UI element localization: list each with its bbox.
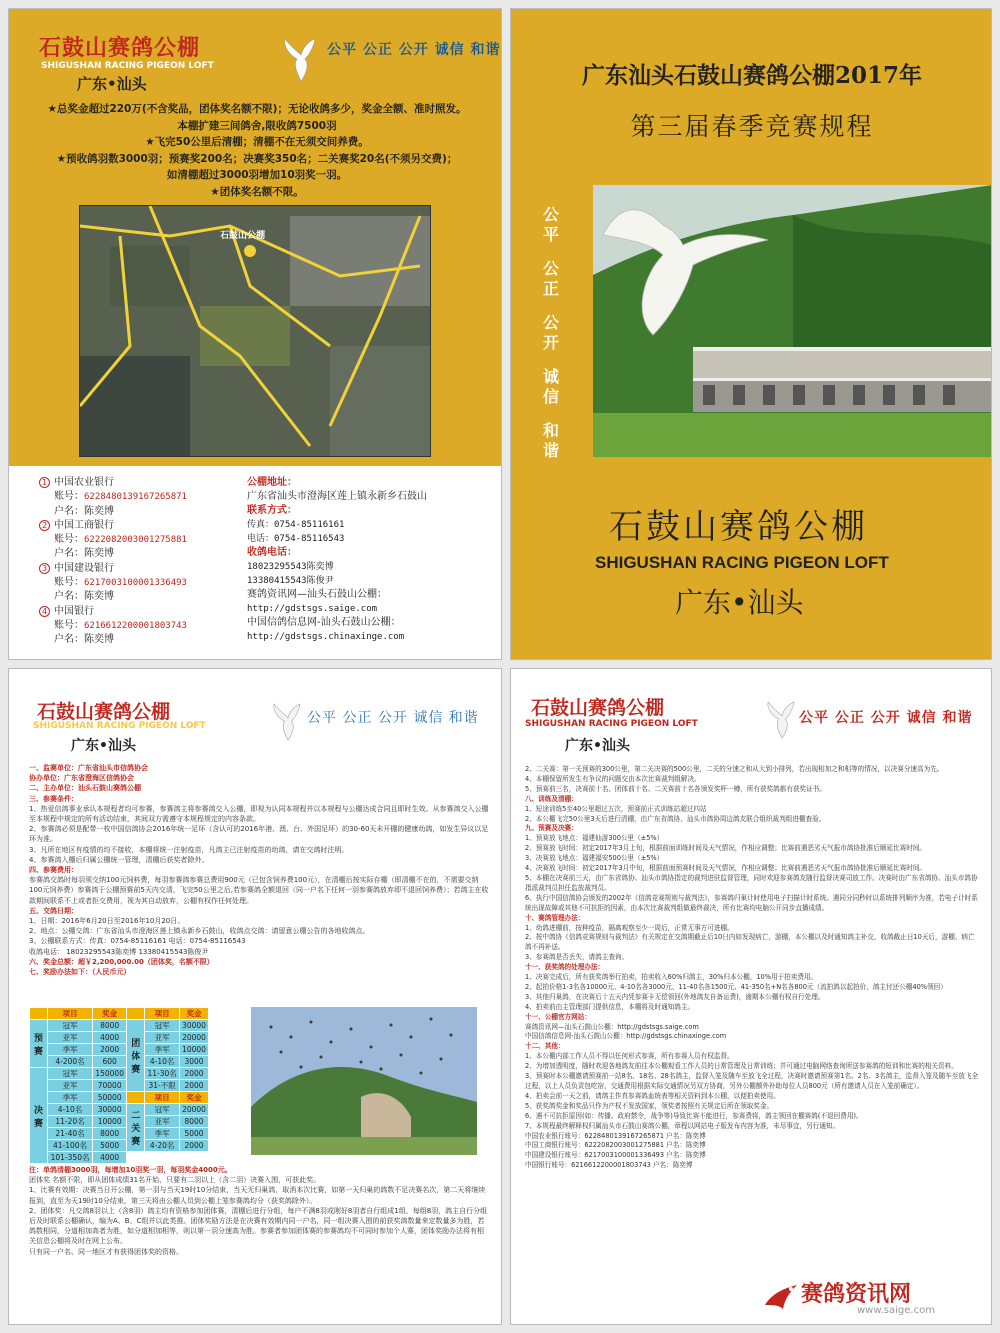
rule-line: 十、赛鸽管理办法： (525, 913, 585, 922)
bank-item (39, 476, 239, 519)
rule-line: 2、预赛放飞时间：初定2017年3月上旬，根据前面训练时间及天气情况，作相应调整；比赛前遇恶劣天气报市鸽协批准后顺延比赛时间。 (525, 844, 927, 853)
note-line: 注：单鸽清棚3000羽，每增加10羽奖一羽，每羽奖金4000元。 (29, 1166, 232, 1174)
prize-item: 季军 (145, 1128, 180, 1140)
prize-row (30, 1032, 209, 1044)
rule-line: 中国建设银行账号：6217003100001336493 户名：陈奕博 (525, 1151, 706, 1160)
prize-row (30, 1020, 209, 1032)
rule-line: 5、本棚在决赛前三天，由广东省鸽协、汕头市鸽协指定的裁判进驻监督管理，同时欢迎参赛鸽友随行监督决赛司放工作。决赛时由广东省鸽协、汕头市鸽协指派裁判员担任监放裁判员。 (525, 873, 978, 892)
prize-amount: 8000 (93, 1020, 127, 1032)
prize-item: 亚军 (48, 1080, 93, 1092)
rule-line: 7、本规程最终解释权归属汕头市石鼓山赛鸽公棚，章程以网站电子版发布内容为准，未尽事宜，另行通知。 (525, 1121, 840, 1130)
rule-line: 2、起拍价格1-3名各10000元、4-10名各3000元、11-40名各1500元、41-350名+N名各800元（流拍鸽以起拍价，鸽主付还公棚40%领回） (525, 982, 947, 991)
rule-line: 六、奖金总额：超￥2,200,000.00（团体奖，名额不限） (29, 957, 214, 966)
fax-number: 传真：0754-85116161 (247, 520, 345, 530)
prize-amount: 4000 (93, 1032, 127, 1044)
bank-holder-row (39, 547, 239, 561)
payment-contact-section (9, 466, 502, 660)
rule-line: 协办单位：广东省澄海区信鸽协会 (29, 774, 134, 783)
prize-amount: 5000 (180, 1128, 209, 1140)
prize-item: 亚军 (145, 1116, 180, 1128)
website-link-1[interactable]: http://gdstsgs.saige.com (247, 604, 378, 614)
prize-group-label: 决赛 (30, 1068, 48, 1164)
account-number: 6228480139167265871 (84, 492, 187, 503)
prize-row (30, 1080, 209, 1092)
bank-item (39, 605, 239, 648)
brochure-front-cover (510, 8, 992, 660)
bank-holder-row (39, 633, 239, 647)
prize-group-label: 团体赛 (127, 1020, 145, 1092)
rule-line: 赛鸽资讯网—汕头石鼓山公棚：http://gdstsgs.saige.com (525, 1022, 699, 1031)
prize-amount: 70000 (93, 1080, 127, 1092)
rule-line: 5、预赛前三名，决赛前十名、团体前十名、二关赛前十名各颁发奖杯一樽，所有获奖鸽都有获奖证书。 (525, 784, 826, 793)
bank-number: 1 (39, 477, 50, 488)
rule-line: 中国农业银行账号：6228480139167265871 户名：陈奕博 (525, 1131, 706, 1140)
cover-subtitle: 第三届春季竞赛规程 (630, 112, 874, 141)
rule-line: 十一、公棚官方网站： (525, 1012, 591, 1021)
holder-label: 户名： (54, 505, 84, 517)
account-label: 账号： (54, 491, 84, 503)
page-loft-english: SHIGUSHAN RACING PIGEON LOFT (33, 721, 206, 731)
rule-line: 3、预赛时本公棚邀请预赛前一站8名、18名、28名鸽主，监督入笼及随车至放飞全过程，决赛时邀请预赛第1名、2名、3名鸽主，监督入笼及随车至放飞全过程，以上人员负责包吃宿，交通费用根据实际交通情况另双方协商，另外公棚额外补助每位人员800元（所有邀请人员在入笼前确定）。 (525, 1072, 979, 1090)
account-holder: 陈奕博 (84, 548, 114, 560)
prize-group-label: 预赛 (30, 1020, 48, 1068)
rule-line: 2、地点：公棚交鸽：广东省汕头市澄海区莲上镇永新乡石鼓山，收鸽点交鸽：请留意公棚公告的各地收鸽点。 (29, 927, 370, 936)
account-number: 6216612200001803743 (84, 620, 187, 631)
loft-english-title: SHIGUSHAN RACING PIGEON LOFT (41, 61, 214, 71)
prize-amount: 8000 (93, 1128, 127, 1140)
cover-title: 广东汕头石鼓山赛鸽公棚2017年 (581, 62, 922, 89)
vertical-motto (539, 205, 563, 461)
contact-heading: 联系方式： (247, 505, 297, 516)
rule-line: 七、奖励办法如下：（人民币元） (29, 968, 131, 977)
map-image (80, 206, 431, 457)
website-link-2[interactable]: http://gdstsgs.chinaxinge.com (247, 632, 405, 642)
page-location: 广东•汕头 (71, 738, 136, 754)
prize-item: 冠军 (145, 1104, 180, 1116)
rule-line: 2、参赛鸽必须是配带一枚中国信鸽协会2016年统一足环（含认可的2016年港、澳、台、外国足环）的30-60天未开棚的健康幼鸽，如发生异议以足环为准。 (29, 825, 489, 844)
receive-phone-1: 18023295543陈奕博 (247, 562, 334, 572)
prize-row (30, 1092, 209, 1104)
bank-account-row (39, 533, 239, 547)
page-loft-title: 石鼓山赛鸽公棚 (531, 697, 665, 719)
motto-text: 公平 公正 公开 诚信 和谐 (799, 710, 973, 726)
phone-number: 电话：0754-85116543 (247, 534, 345, 544)
pigeon-logo-icon (761, 1275, 801, 1315)
prize-row (30, 1152, 209, 1164)
flock-photo (251, 1007, 477, 1155)
rule-line: 4、本棚保留所发生有争议的问题交由本次比赛裁判组解决。 (525, 774, 701, 783)
prize-row (30, 1128, 209, 1140)
rule-line: 本棚扩建三间鸽舍,限收鸽7500羽 (177, 119, 337, 132)
prize-item: 4-10名 (145, 1056, 180, 1068)
site-watermark (761, 1269, 992, 1321)
rule-line: 一、监赛单位：广东省汕头市信鸽协会 (29, 764, 148, 772)
rule-line: 八、训练及清棚： (525, 794, 578, 803)
rule-line: 四、参赛费用： (29, 866, 78, 875)
account-number: 6217003100001336493 (84, 578, 187, 589)
cover-loft-name: 石鼓山赛鸽公棚 (609, 507, 868, 547)
prize-amount: 30000 (180, 1020, 209, 1032)
motto-word: 公开 (542, 313, 559, 352)
motto-word: 公正 (542, 259, 559, 298)
rule-line: 三、参赛条件： (29, 794, 78, 803)
bank-list (39, 476, 239, 648)
prize-row (30, 1104, 209, 1116)
bank-holder-row (39, 505, 239, 519)
account-label: 账号： (54, 534, 84, 546)
prize-header: 奖金 (180, 1092, 209, 1104)
bank-name: 中国农业银行 (54, 477, 114, 488)
note-line: 团体奖 名额不限，即从团体成绩31名开始，只要有二羽以上（含二羽）决赛入围，可获此奖。 (29, 1176, 321, 1185)
prize-header: 奖金 (180, 1008, 209, 1020)
bank-account-row (39, 576, 239, 590)
cover-location: 广东•汕头 (675, 586, 804, 619)
prize-amount: 2000 (93, 1044, 127, 1056)
prize-row (30, 1044, 209, 1056)
prize-amount: 2000 (180, 1068, 209, 1080)
rule-line: 中国银行账号：6216612200001803743 户名：陈奕博 (525, 1161, 693, 1170)
rule-line: 6、执行中国信鸽协会颁发的2002年《信鸽竞赛规则与裁判法》，参赛鸽归巢计时使用电子扫描计时系统。遇同分同秒时以系统排列顺序为准，若电子计时系统出现故障或其他不可抗拒的因素，由本次比赛裁判组做最终裁决，所有比赛均电脑公开同步直播成绩。 (525, 893, 978, 912)
loft-title: 石鼓山赛鸽公棚 (39, 35, 201, 61)
rule-line: 4、拍卖会前一天之前，请鸽主作真参赛鸽血统表等相关资料到本公棚，以便拍卖使用。 (525, 1091, 780, 1100)
prize-item: 4-20名 (145, 1140, 180, 1152)
rule-line: 收鸽电话： 18023295543陈奕博 13380415543陈俊尹 (29, 947, 209, 956)
prize-amount: 150000 (93, 1068, 127, 1080)
rule-line: 2、本公棚飞完50公里3天后进行清棚，由广东省鸽协、汕头市鸽协周边鸽友联合组织裁判组进棚查验。 (525, 814, 826, 823)
prize-amount: 5000 (93, 1140, 127, 1152)
account-holder: 陈奕博 (84, 505, 114, 517)
loft-photo (593, 185, 992, 457)
rule-line: 如清棚超过3000羽增加10羽奖一羽。 (166, 169, 348, 181)
rules-page-right (510, 668, 992, 1325)
prize-item: 11-20名 (48, 1116, 93, 1128)
rules-summary (21, 101, 493, 200)
prize-amount: 4000 (93, 1152, 127, 1164)
holder-label: 户名： (54, 591, 84, 603)
rule-line: 3、决赛放飞地点：福建福安500公里（±5%） (525, 854, 664, 863)
dove-icon (763, 699, 801, 743)
prize-item: 11-30名 (145, 1068, 180, 1080)
prize-amount: 8000 (180, 1116, 209, 1128)
motto-text: 公平 公正 公开 诚信 和谐 (307, 710, 479, 726)
prize-amount: 20000 (180, 1104, 209, 1116)
bank-number: 3 (39, 563, 50, 574)
bank-name: 中国银行 (54, 605, 94, 617)
rule-line: 3、公棚联系方式：传真：0754-85116161 电话：0754-85116543 (29, 937, 246, 946)
prize-row (30, 1140, 209, 1152)
prize-item: 41-100名 (48, 1140, 93, 1152)
prize-item: 季军 (48, 1092, 93, 1104)
address-heading: 公棚地址： (247, 477, 297, 488)
prize-header-row (30, 1008, 209, 1020)
rule-line: 2、二关赛：第一关预赛的300公里，第二关决赛的500公里，二关的分速之和从大到小排列，若出现相加之和相等的情况，以决赛分速高为先。 (525, 765, 944, 773)
rule-line: 1、短途训练5至40公里超过五次，预赛前正式训练站超过四站 (525, 804, 707, 813)
rule-line: 4、决赛放飞时间：初定2017年3月中旬，根据前面预赛时间及天气情况，作相应调整；比赛前遇恶劣天气报市鸽协批准后顺延比赛时间。 (525, 864, 927, 873)
prize-item: 4-200名 (48, 1056, 93, 1068)
prize-row (30, 1056, 209, 1068)
rule-line: 3、凡所在地区有疫情的均不接收，本棚将统一注射疫苗，凡鸽主已注射疫苗的幼鸽，请在交鸽时注明。 (29, 845, 349, 854)
website-label-2: 中国信鸽信息网-汕头石鼓山公棚： (247, 617, 401, 628)
prize-amount: 10000 (93, 1116, 127, 1128)
prize-amount: 3000 (180, 1056, 209, 1068)
bank-number: 2 (39, 520, 50, 531)
loft-location: 广东•汕头 (77, 75, 147, 93)
prize-row (30, 1116, 209, 1128)
bank-number: 4 (39, 606, 50, 617)
motto-word: 公平 (542, 205, 559, 244)
prize-amount: 50000 (93, 1092, 127, 1104)
rule-line: 2、按中鸽协《信鸽竞赛规则与裁判法》有关规定在交鸽期截止后10日内如发现病亡，游棚，本公棚以及时通知鸽主补交，收鸽截止日10天后，游棚、病亡鸽不再补送。 (525, 933, 975, 952)
address: 广东省汕头市澄海区莲上镇永新乡石鼓山 (247, 491, 427, 502)
note-line: 只有同一户名、同一地区才有获得团体奖的资格。 (29, 1247, 183, 1256)
prize-table (29, 1007, 209, 1164)
rule-line: 4、拍卖前由主管理部门提供信息，本棚将及时通知鸽主。 (525, 1002, 695, 1011)
prize-amount: 600 (93, 1056, 127, 1068)
rule-line: 1、日期：2016年6月20日至2016年10月20日。 (29, 917, 185, 926)
motto-word: 诚信 (542, 367, 559, 406)
rule-line: 4、参赛鸽入棚后归属公棚统一管理，清棚后获奖者除外。 (29, 855, 209, 864)
bank-item (39, 519, 239, 562)
dove-icon (269, 701, 307, 745)
prize-notes (29, 1165, 489, 1257)
rule-line: 1、幼鸽进棚前，按种疫苗，隔离观察至少一周后，正常无事方可进棚。 (525, 923, 734, 932)
prize-amount: 10000 (180, 1044, 209, 1056)
account-holder: 陈奕博 (84, 634, 114, 646)
prize-item: 季军 (145, 1044, 180, 1056)
prize-item: 亚军 (145, 1032, 180, 1044)
bank-holder-row (39, 590, 239, 604)
rule-line: ★预收鸽羽数3000羽；预赛奖200名；决赛奖350名；二关赛奖20名(不须另交费)； (56, 152, 458, 165)
rule-line: ★飞完50公里后清棚；清棚不在无须交间养费。 (145, 136, 369, 148)
rules-page-left (8, 668, 502, 1325)
flock-photo-image (251, 1007, 477, 1155)
rule-line: ★团体奖名额不限。 (210, 185, 304, 198)
page-loft-title: 石鼓山赛鸽公棚 (37, 701, 171, 723)
rule-line: 二、主办单位：汕头石鼓山赛鸽公棚 (29, 784, 141, 793)
rule-line: ★总奖金超过220万(不含奖品，团体奖名额不限)；无论收鸽多少，奖金全额、准时照发。 (47, 103, 467, 115)
page-location: 广东•汕头 (565, 738, 630, 754)
receive-phone-2: 13380415543陈俊尹 (247, 576, 334, 586)
prize-header: 项目 (48, 1008, 93, 1020)
account-label: 账号： (54, 619, 84, 631)
rule-line: 1、热爱信鸽事业承认本规程者均可参赛，参赛鸽主将参赛鸽交入公棚，即视为认同本规程并以本规程与公棚达成合同且即时生效。从参赛鸽交入公棚至本规程中规定的所有活动结束，其间双方需遵守本规程规定的内容条款。 (29, 804, 489, 824)
prize-item: 冠军 (48, 1068, 93, 1080)
bank-name: 中国建设银行 (54, 562, 114, 574)
bank-name: 中国工商银行 (54, 519, 114, 531)
prize-item: 31-不限 (145, 1080, 180, 1092)
dove-icon (279, 37, 323, 85)
rules-text (525, 765, 981, 1171)
prize-item: 21-40名 (48, 1128, 93, 1140)
rule-line: 十二、其他： (525, 1042, 565, 1051)
bank-account-row (39, 490, 239, 504)
account-holder: 陈奕博 (84, 591, 114, 603)
receive-phone-heading: 收鸽电话： (247, 547, 297, 558)
rules-text (29, 763, 489, 977)
contact-info (247, 476, 497, 644)
rule-line: 6、遇不可抗拒原因(如：传播。政府禁令，战争等)导致比赛不能进行，参赛费将，鸽主领回在棚赛鸽(不退回费用)。 (525, 1111, 863, 1120)
rule-line: 1、本公棚内部工作人员不得以任何形式参赛，所有参赛人员有权监督。 (525, 1052, 734, 1061)
prize-header: 项目 (145, 1092, 180, 1104)
brochure-back-cover (8, 8, 502, 660)
prize-item: 4-10名 (48, 1104, 93, 1116)
bank-account-row (39, 619, 239, 633)
rule-line: 1、预赛放飞地点：福建仙游300公里（±5%） (525, 834, 664, 843)
satellite-map (79, 205, 431, 457)
rule-line: 2、为增加透明度，随时欢迎各地鸽友前往本公棚观看工作人员的日常管理及日常训练；并可通过电脑网络查询所送参赛鸽的短训和比赛的相关资料。 (525, 1062, 958, 1071)
prize-item: 亚军 (48, 1032, 93, 1044)
prize-amount: 20000 (180, 1032, 209, 1044)
prize-amount: 30000 (93, 1104, 127, 1116)
watermark-url[interactable]: www.saige.com (857, 1305, 935, 1316)
motto-word: 和谐 (542, 421, 559, 460)
prize-item: 季军 (48, 1044, 93, 1056)
rule-line: 中国信鸽信息网-汕头石鼓山公棚：http://gdstsgs.chinaxinge.com (525, 1032, 727, 1041)
prize-header: 奖金 (93, 1008, 127, 1020)
prize-amount: 2000 (180, 1140, 209, 1152)
prize-row (30, 1068, 209, 1080)
prize-group-label: 二关赛 (127, 1104, 145, 1152)
rule-line: 1、决赛完成后，所有获奖鸽举行拍卖，拍卖收入60%归鸽主，30%归本公棚，10%用于拍卖费用。 (525, 973, 818, 982)
prize-item: 101-350名 (48, 1152, 93, 1164)
bank-item (39, 562, 239, 605)
holder-label: 户名： (54, 548, 84, 560)
account-label: 账号： (54, 577, 84, 589)
holder-label: 户名： (54, 634, 84, 646)
rule-line: 五、交鸽日期： (29, 906, 78, 915)
rule-line: 参赛鸽交鸽时每羽须交纳100元饲料费，每羽参赛鸽参赛总费用900元（已包含饲养费100元），在清棚后按实际存棚（即清棚不在的，不需要交纳100元饲养费）参赛鸽于公棚预赛前5天内交清，飞完50公里之后,若参赛鸽全额退回（同一户名下任何一羽参赛鸽放弃即不退回饲养费）；若鸽主在收款期间联系不上或者拒交费用，视为其自动放弃，公棚有权作任何处理。 (29, 876, 489, 905)
page-loft-english: SHIGUSHAN RACING PIGEON LOFT (525, 719, 698, 729)
rule-line: 中国工商银行账号：6222082003001275881 户名：陈奕博 (525, 1141, 706, 1150)
loft-photo-image (593, 185, 992, 457)
prize-header: 项目 (145, 1008, 180, 1020)
rule-line: 3、其他归巢鸽，在决赛后十五天内凭参赛卡无偿领回(外地鸽友自备运费)，逾期本公棚有权自行处理。 (525, 992, 825, 1001)
website-label-1: 赛鸽资讯网—汕头石鼓山公棚： (247, 589, 387, 600)
prize-item: 冠军 (48, 1020, 93, 1032)
prize-amount: 2000 (180, 1080, 209, 1092)
note-line: 1、比赛有效期：决赛当日开公棚，第一羽与当天19时10分结束，当天无归巢鸽，取消本次比赛，如第一天归巢的鸽数不足决赛名次，第二天将继续报到，直至为天19时10分结束，第三天将由公棚人员到公棚上笼参赛鸽均分（获奖鸽除外）。 (29, 1186, 486, 1205)
rule-line: 5、获奖鸽奖金和奖品只作为产权不发放国家，领奖者按照有关规定后所在领取奖金。 (525, 1101, 774, 1110)
map-label: 石鼓山公棚 (220, 231, 266, 241)
watermark-text: 赛鸽资讯网 (801, 1282, 912, 1307)
rule-line: 九、预赛及决赛： (525, 824, 578, 833)
account-number: 6222082003001275881 (84, 535, 187, 546)
rule-line: 十一、获奖鸽的处理办法： (525, 963, 605, 972)
motto-text: 公平 公正 公开 诚信 和谐 (327, 42, 501, 58)
rule-line: 3、参赛鸽是否丢失，请鸽主查询。 (525, 953, 629, 962)
note-line: 2、团体奖：凡交鸽8羽以上（含8羽）鸽主均有资格参加团体赛，清棚后进行分组，每户不满8羽或刚好8羽者自行组成1组，每组8羽，鸽主自行分组后及时联系公棚确认，编为A、B、C组并以此类推。团体奖励方法是在决赛有效期内同一户名，同一组决赛入围的前获奖鸽数量来定数量多为胜，若鸽数相同，分道相加高者为胜，如分道相加相等，则以第一羽分速高为胜。参赛者参加团体赛的参赛鸽均不可同时参加个人赛，团体奖励办法将有相关信息公棚将及时在网上公布。 (29, 1206, 488, 1246)
cover-loft-english: SHIGUSHAN RACING PIGEON LOFT (595, 553, 889, 572)
prize-item: 冠军 (145, 1020, 180, 1032)
